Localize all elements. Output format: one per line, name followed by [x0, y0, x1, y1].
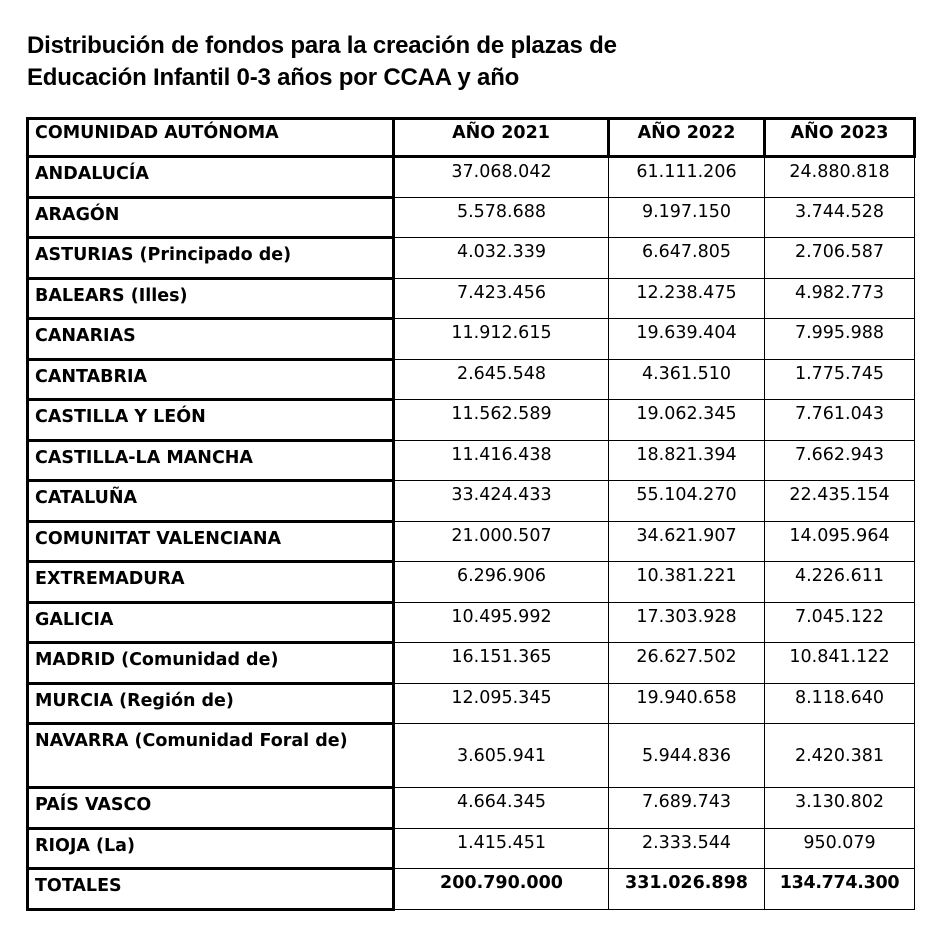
region-cell: CASTILLA-LA MANCHA — [28, 440, 394, 481]
value-2021-cell: 6.296.906 — [394, 562, 609, 603]
header-year-2023: AÑO 2023 — [765, 119, 915, 157]
region-cell: ARAGÓN — [28, 197, 394, 238]
table-row — [28, 440, 915, 481]
value-2023-cell: 8.118.640 — [765, 683, 915, 724]
table-row — [28, 238, 915, 279]
total-2022-cell: 331.026.898 — [609, 869, 765, 910]
region-cell: NAVARRA (Comunidad Foral de) — [28, 724, 394, 788]
value-2023-cell: 3.130.802 — [765, 788, 915, 829]
value-2023-cell: 2.706.587 — [765, 238, 915, 279]
value-2021-cell: 4.664.345 — [394, 788, 609, 829]
value-2023-cell: 3.744.528 — [765, 197, 915, 238]
value-2022-cell: 12.238.475 — [609, 278, 765, 319]
table-row — [28, 157, 915, 198]
header-year-2022: AÑO 2022 — [609, 119, 765, 157]
region-cell: CATALUÑA — [28, 481, 394, 522]
table-row — [28, 278, 915, 319]
table-row — [28, 788, 915, 829]
table-header-row — [28, 119, 915, 157]
region-cell: CANARIAS — [28, 319, 394, 360]
table-row — [28, 359, 915, 400]
totals-row — [28, 869, 915, 910]
value-2022-cell: 9.197.150 — [609, 197, 765, 238]
table-row — [28, 521, 915, 562]
value-2022-cell: 26.627.502 — [609, 643, 765, 684]
region-cell: BALEARS (Illes) — [28, 278, 394, 319]
title-line-1: Distribución de fondos para la creación de plazas de — [27, 32, 617, 59]
value-2023-cell: 14.095.964 — [765, 521, 915, 562]
value-2023-cell: 7.761.043 — [765, 400, 915, 441]
value-2021-cell: 3.605.941 — [394, 724, 609, 788]
value-2022-cell: 19.940.658 — [609, 683, 765, 724]
value-2021-cell: 10.495.992 — [394, 602, 609, 643]
value-2022-cell: 4.361.510 — [609, 359, 765, 400]
value-2023-cell: 22.435.154 — [765, 481, 915, 522]
header-year-2021: AÑO 2021 — [394, 119, 609, 157]
table-row — [28, 602, 915, 643]
table-row — [28, 481, 915, 522]
value-2021-cell: 1.415.451 — [394, 828, 609, 869]
value-2023-cell: 2.420.381 — [765, 724, 915, 788]
table-row — [28, 683, 915, 724]
value-2022-cell: 17.303.928 — [609, 602, 765, 643]
table-row — [28, 724, 915, 788]
value-2023-cell: 1.775.745 — [765, 359, 915, 400]
value-2021-cell: 4.032.339 — [394, 238, 609, 279]
region-cell: ASTURIAS (Principado de) — [28, 238, 394, 279]
total-2023-cell: 134.774.300 — [765, 869, 915, 910]
region-cell: EXTREMADURA — [28, 562, 394, 603]
value-2021-cell: 7.423.456 — [394, 278, 609, 319]
region-cell: RIOJA (La) — [28, 828, 394, 869]
value-2023-cell: 10.841.122 — [765, 643, 915, 684]
value-2021-cell: 37.068.042 — [394, 157, 609, 198]
total-2021-cell: 200.790.000 — [394, 869, 609, 910]
region-cell: COMUNITAT VALENCIANA — [28, 521, 394, 562]
value-2023-cell: 24.880.818 — [765, 157, 915, 198]
value-2022-cell: 7.689.743 — [609, 788, 765, 829]
value-2022-cell: 19.639.404 — [609, 319, 765, 360]
value-2021-cell: 12.095.345 — [394, 683, 609, 724]
region-cell: MURCIA (Región de) — [28, 683, 394, 724]
table-row — [28, 828, 915, 869]
title-line-2: Educación Infantil 0-3 años por CCAA y año — [27, 64, 520, 91]
region-cell: CASTILLA Y LEÓN — [28, 400, 394, 441]
value-2023-cell: 7.045.122 — [765, 602, 915, 643]
totals-label: TOTALES — [28, 869, 394, 910]
value-2022-cell: 19.062.345 — [609, 400, 765, 441]
value-2022-cell: 55.104.270 — [609, 481, 765, 522]
region-cell: ANDALUCÍA — [28, 157, 394, 198]
value-2021-cell: 11.416.438 — [394, 440, 609, 481]
value-2021-cell: 11.912.615 — [394, 319, 609, 360]
value-2022-cell: 34.621.907 — [609, 521, 765, 562]
value-2021-cell: 33.424.433 — [394, 481, 609, 522]
value-2022-cell: 2.333.544 — [609, 828, 765, 869]
region-cell: CANTABRIA — [28, 359, 394, 400]
region-cell: PAÍS VASCO — [28, 788, 394, 829]
table-row — [28, 197, 915, 238]
value-2022-cell: 6.647.805 — [609, 238, 765, 279]
value-2023-cell: 950.079 — [765, 828, 915, 869]
table-row — [28, 562, 915, 603]
value-2022-cell: 18.821.394 — [609, 440, 765, 481]
funding-table — [26, 117, 916, 911]
value-2023-cell: 4.226.611 — [765, 562, 915, 603]
table-row — [28, 643, 915, 684]
value-2021-cell: 21.000.507 — [394, 521, 609, 562]
value-2023-cell: 4.982.773 — [765, 278, 915, 319]
value-2021-cell: 11.562.589 — [394, 400, 609, 441]
document-title — [27, 30, 907, 94]
value-2022-cell: 5.944.836 — [609, 724, 765, 788]
value-2021-cell: 16.151.365 — [394, 643, 609, 684]
table-row — [28, 400, 915, 441]
header-region: COMUNIDAD AUTÓNOMA — [28, 119, 394, 157]
value-2021-cell: 2.645.548 — [394, 359, 609, 400]
region-cell: MADRID (Comunidad de) — [28, 643, 394, 684]
value-2021-cell: 5.578.688 — [394, 197, 609, 238]
value-2023-cell: 7.995.988 — [765, 319, 915, 360]
value-2022-cell: 10.381.221 — [609, 562, 765, 603]
table-row — [28, 319, 915, 360]
region-cell: GALICIA — [28, 602, 394, 643]
value-2023-cell: 7.662.943 — [765, 440, 915, 481]
value-2022-cell: 61.111.206 — [609, 157, 765, 198]
